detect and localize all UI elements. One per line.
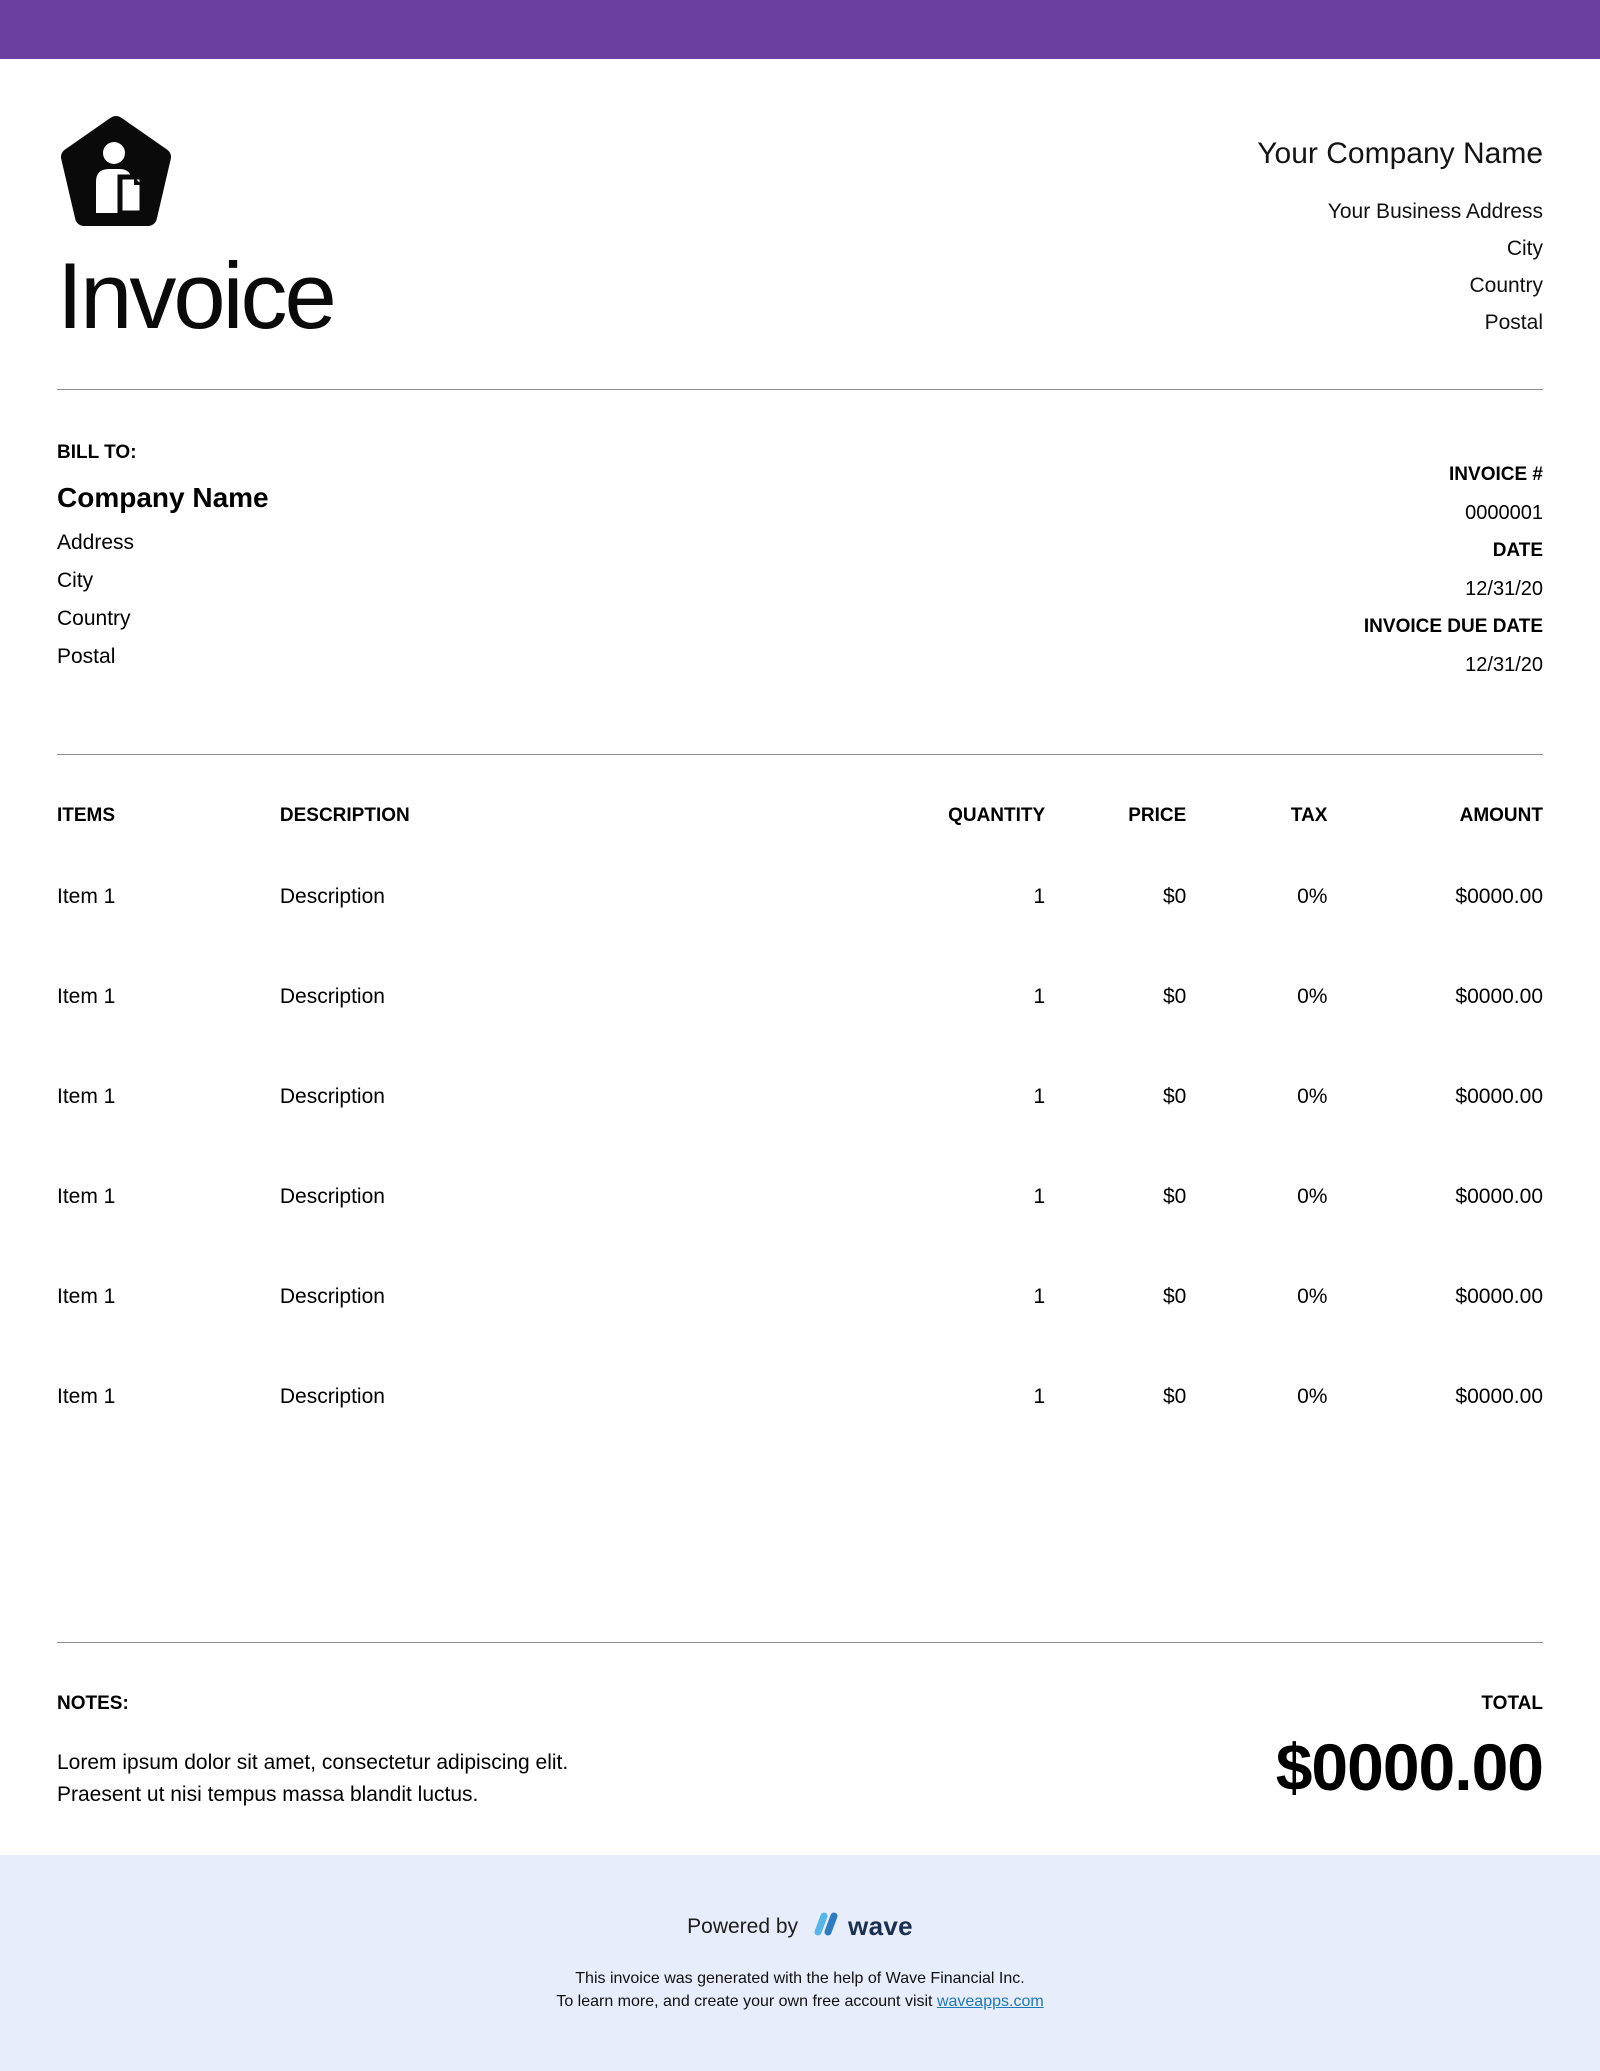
- company-name: Your Company Name: [1257, 137, 1543, 170]
- row-description: Description: [279, 1385, 385, 1408]
- row-item: Item 1: [57, 1285, 116, 1308]
- total-block: [1276, 1693, 1543, 1811]
- items-table: [57, 777, 1543, 1447]
- row-description: Description: [279, 1085, 385, 1108]
- row-amount: $0000.00: [1455, 885, 1543, 908]
- row-quantity: 1: [1033, 1385, 1046, 1408]
- row-amount: $0000.00: [1455, 1285, 1543, 1308]
- row-item: Item 1: [57, 885, 116, 908]
- bill-to-block: [57, 442, 269, 684]
- col-header-amount: AMOUNT: [1459, 805, 1543, 826]
- powered-by-text: Powered by: [687, 1914, 799, 1938]
- row-price: $0: [1162, 1385, 1187, 1408]
- brand-block: [57, 115, 334, 348]
- notes-label: NOTES:: [57, 1693, 129, 1714]
- total-amount: $0000.00: [1275, 1730, 1543, 1804]
- invoice-due-date-label: INVOICE DUE DATE: [1363, 616, 1543, 637]
- col-header-price: PRICE: [1128, 805, 1187, 826]
- footer-cta-text: To learn more, and create your own free account visit: [556, 1993, 933, 2010]
- table-row: [57, 1247, 1543, 1347]
- row-tax: 0%: [1297, 1185, 1328, 1208]
- row-tax: 0%: [1297, 1085, 1328, 1108]
- invoice-date: 12/31/20: [1465, 578, 1543, 600]
- col-header-quantity: QUANTITY: [948, 805, 1046, 826]
- row-item: Item 1: [57, 1085, 116, 1108]
- table-row: [57, 1147, 1543, 1247]
- divider: [57, 754, 1543, 755]
- invoice-date-label: DATE: [1492, 540, 1543, 561]
- billing-section: [57, 390, 1543, 684]
- notes-text: [57, 1747, 568, 1811]
- notes-line: Praesent ut nisi tempus massa blandit luctus.: [57, 1783, 479, 1806]
- bill-to-label: BILL TO:: [57, 442, 137, 463]
- footer-disclaimer: This invoice was generated with the help of Wave Financial Inc.: [575, 1970, 1025, 1987]
- table-row: [57, 1047, 1543, 1147]
- wave-logo: [811, 1911, 913, 1942]
- row-tax: 0%: [1297, 1285, 1328, 1308]
- row-description: Description: [279, 1285, 385, 1308]
- row-price: $0: [1162, 1085, 1187, 1108]
- header: [57, 59, 1543, 348]
- row-amount: $0000.00: [1455, 985, 1543, 1008]
- wave-wordmark: wave: [848, 1911, 913, 1941]
- row-price: $0: [1162, 1285, 1187, 1308]
- row-description: Description: [279, 885, 385, 908]
- bill-to-line: Address: [57, 531, 135, 554]
- wave-logo-icon: [811, 1911, 841, 1942]
- row-item: Item 1: [57, 985, 116, 1008]
- bill-to-line: City: [57, 569, 94, 592]
- invoice-due-date: 12/31/20: [1465, 654, 1543, 676]
- company-address-line: Postal: [1484, 311, 1543, 334]
- powered-by-row: [0, 1911, 1600, 1942]
- col-header-description: DESCRIPTION: [279, 805, 410, 826]
- row-tax: 0%: [1297, 885, 1328, 908]
- row-item: Item 1: [57, 1185, 116, 1208]
- row-quantity: 1: [1033, 1285, 1046, 1308]
- row-amount: $0000.00: [1455, 1085, 1543, 1108]
- row-price: $0: [1162, 985, 1187, 1008]
- notes-block: [57, 1693, 568, 1811]
- company-address-line: City: [1506, 237, 1543, 260]
- bill-to-line: Postal: [57, 645, 116, 668]
- row-amount: $0000.00: [1455, 1385, 1543, 1408]
- row-price: $0: [1162, 1185, 1187, 1208]
- notes-line: Lorem ipsum dolor sit amet, consectetur adipiscing elit.: [57, 1751, 569, 1774]
- invoice-title: Invoice: [57, 243, 334, 348]
- row-description: Description: [279, 1185, 385, 1208]
- row-description: Description: [279, 985, 385, 1008]
- row-amount: $0000.00: [1455, 1185, 1543, 1208]
- invoice-number-label: INVOICE #: [1449, 464, 1543, 485]
- row-quantity: 1: [1033, 1085, 1046, 1108]
- table-row: [57, 947, 1543, 1047]
- col-header-tax: TAX: [1290, 805, 1328, 826]
- company-info: [1257, 115, 1543, 341]
- table-row: [57, 847, 1543, 947]
- bill-to-company: Company Name: [57, 482, 269, 513]
- table-row: [57, 1347, 1543, 1447]
- company-address-line: Country: [1469, 274, 1543, 297]
- summary-section: [57, 1643, 1543, 1811]
- total-label: TOTAL: [1481, 1693, 1543, 1714]
- invoice-number: 0000001: [1465, 502, 1543, 524]
- col-header-items: ITEMS: [57, 805, 116, 826]
- table-header-row: [57, 777, 1543, 847]
- row-item: Item 1: [57, 1385, 116, 1408]
- waveapps-link[interactable]: waveapps.com: [936, 1993, 1044, 2010]
- row-quantity: 1: [1033, 1185, 1046, 1208]
- row-quantity: 1: [1033, 985, 1046, 1008]
- footer-cta-line: [0, 1993, 1600, 2011]
- bill-to-line: Country: [57, 607, 131, 630]
- invoice-meta: [1364, 442, 1543, 684]
- row-tax: 0%: [1297, 1385, 1328, 1408]
- footer: [0, 1855, 1600, 2071]
- row-price: $0: [1162, 885, 1187, 908]
- company-logo-icon: [57, 115, 175, 233]
- row-tax: 0%: [1297, 985, 1328, 1008]
- top-accent-bar: [0, 0, 1600, 59]
- invoice-page: [0, 59, 1600, 1811]
- company-address-line: Your Business Address: [1327, 200, 1543, 223]
- row-quantity: 1: [1033, 885, 1046, 908]
